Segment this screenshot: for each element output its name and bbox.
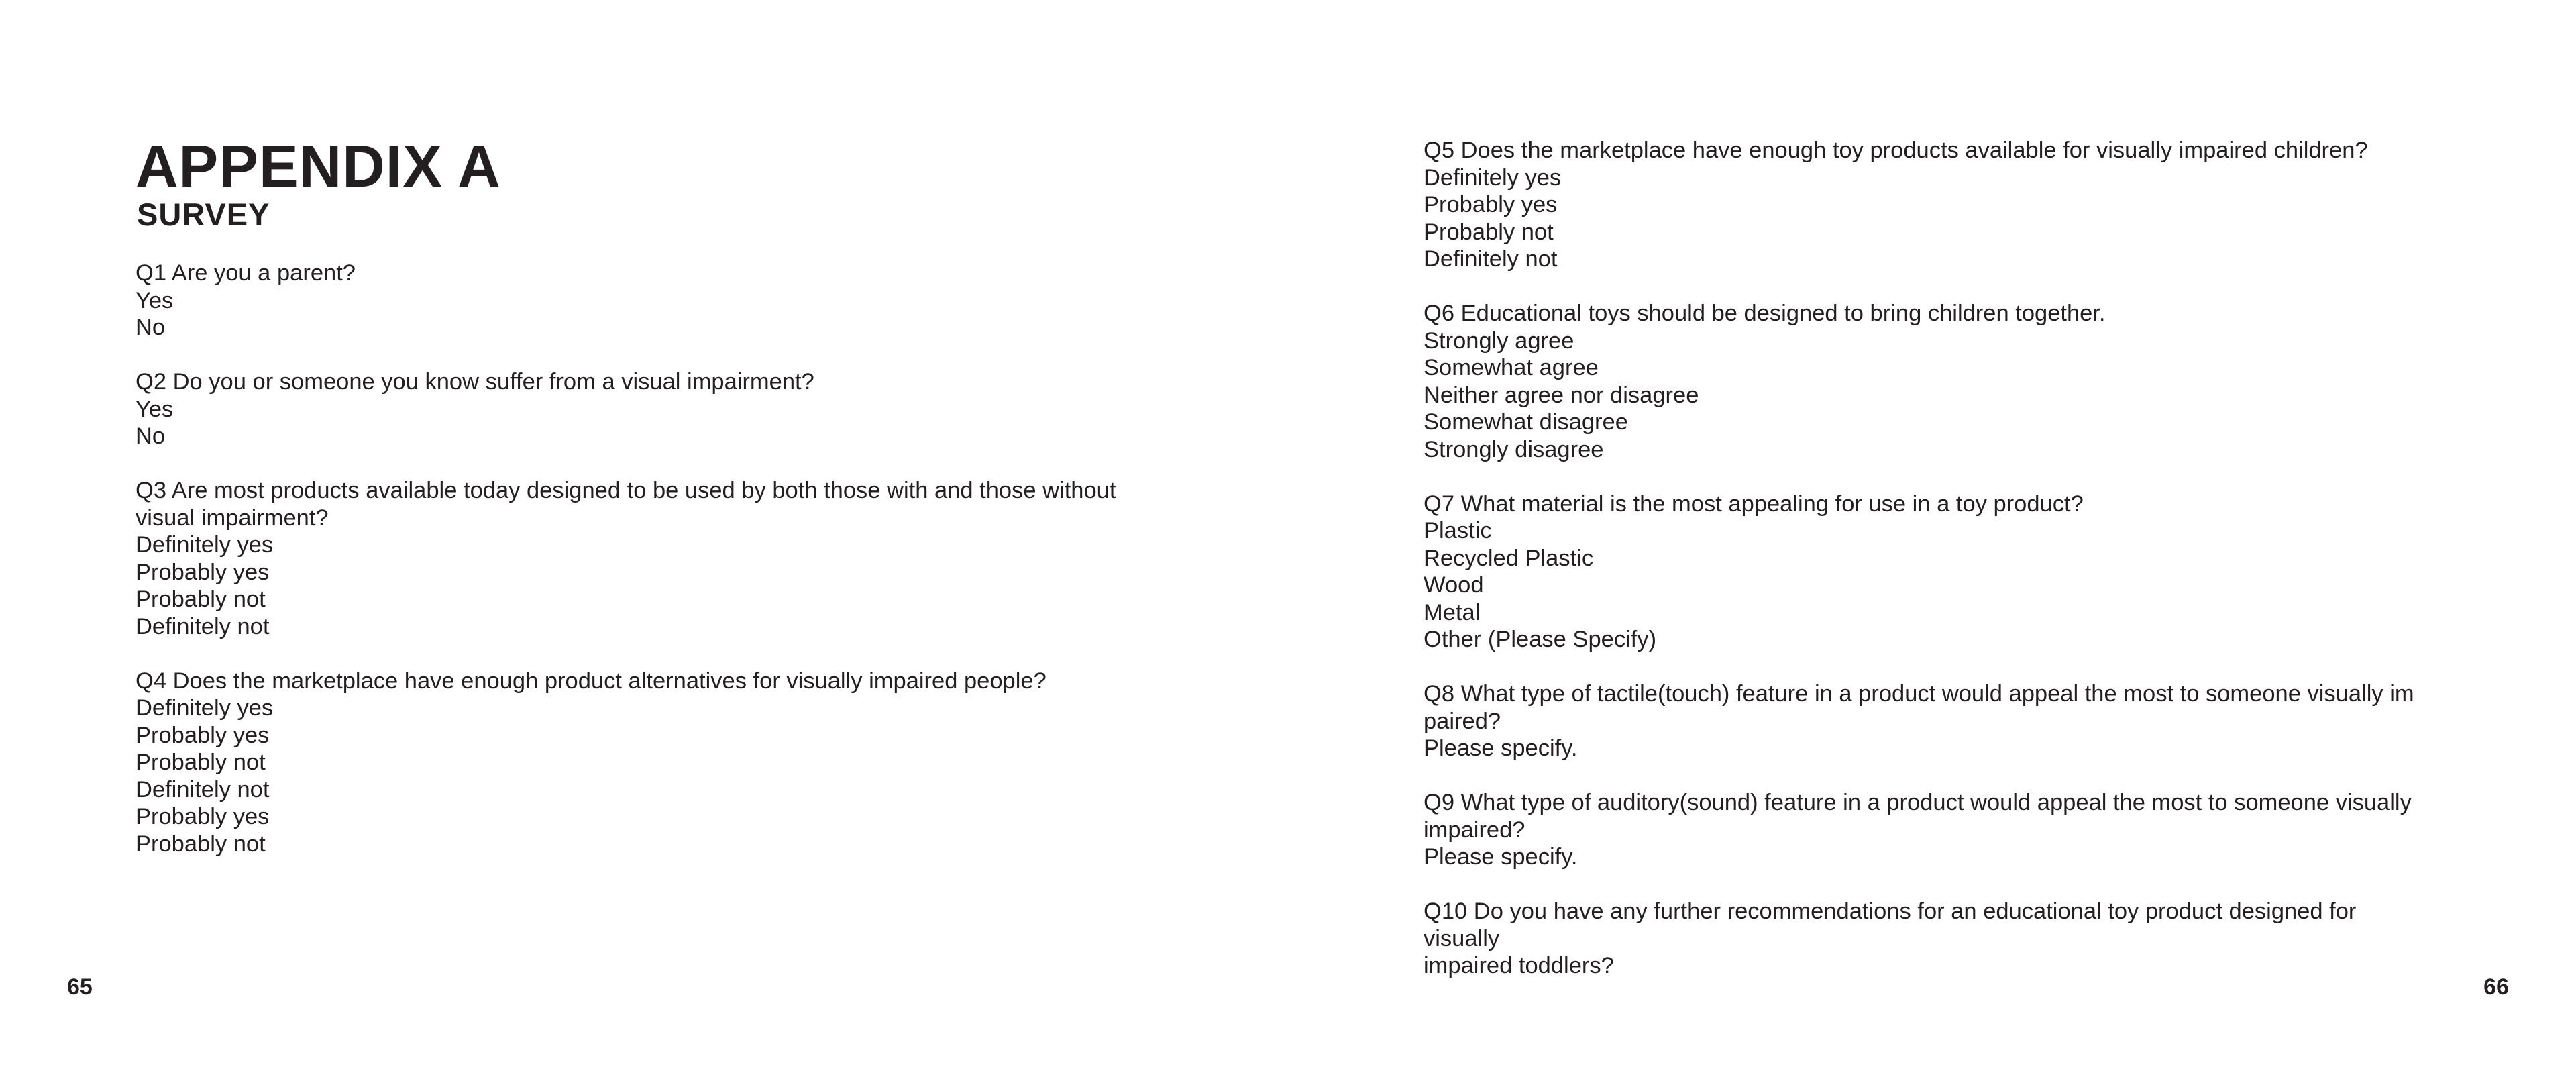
question-text: Q5 Does the marketplace have enough toy products available for visually impaired children?: [1424, 138, 2368, 163]
question-text-line: paired?: [1424, 708, 1501, 734]
question-text-line: Q3 Are most products available today designed to be used by both those with and those without: [136, 478, 1116, 503]
answer-option: No: [136, 315, 166, 340]
answer-option: Somewhat disagree: [1424, 409, 1628, 435]
answer-options: [136, 396, 1142, 450]
answer-option: Yes: [136, 287, 174, 313]
question-q3: [136, 477, 1142, 640]
answer-options: [1424, 327, 2430, 464]
answer-option: Strongly disagree: [1424, 436, 1604, 462]
right-question-column: [1424, 137, 2430, 1006]
appendix-title: APPENDIX A: [136, 133, 501, 199]
answer-option: Probably yes: [136, 559, 270, 585]
question-text-line: visual impairment?: [136, 505, 329, 531]
page-number: 65: [67, 974, 93, 1000]
answer-option: Definitely yes: [136, 532, 274, 558]
answer-option: Definitely not: [136, 776, 270, 803]
question-q8: [1424, 680, 2430, 762]
answer-option: Probably yes: [1424, 192, 1558, 217]
survey-subtitle: SURVEY: [137, 197, 270, 232]
question-text-line: impaired?: [1424, 817, 1525, 843]
answer-options: [1424, 164, 2430, 273]
question-q4: [136, 668, 1142, 858]
question-q2: [136, 368, 1142, 450]
answer-options: [1424, 517, 2430, 654]
question-text-line: Q10 Do you have any further recommendations for an educational toy product designed for visually: [1424, 898, 2357, 951]
question-q5: [1424, 137, 2430, 273]
answer-option: Neither agree nor disagree: [1424, 382, 1699, 408]
answer-option: No: [136, 423, 166, 449]
answer-option: Definitely yes: [1424, 164, 1562, 191]
answer-option: Plastic: [1424, 518, 1492, 544]
answer-option: Other (Please Specify): [1424, 627, 1657, 652]
answer-option: Probably yes: [136, 804, 270, 829]
answer-options: [136, 694, 1142, 858]
answer-option: Definitely not: [1424, 246, 1558, 272]
answer-option: Somewhat agree: [1424, 355, 1599, 380]
question-text: Q6 Educational toys should be designed to bring children together.: [1424, 301, 2106, 326]
question-text: Q7 What material is the most appealing for use in a toy product?: [1424, 490, 2084, 517]
question-text-line: impaired toddlers?: [1424, 953, 1614, 978]
right-page: [1288, 0, 2576, 1085]
answer-option: Probably not: [136, 831, 266, 857]
question-q7: [1424, 490, 2430, 654]
left-question-column: [136, 260, 1142, 885]
question-q1: [136, 260, 1142, 342]
answer-option: Probably not: [1424, 219, 1554, 245]
question-q6: [1424, 300, 2430, 463]
answer-option: Yes: [136, 396, 174, 422]
answer-option: Definitely not: [136, 613, 270, 639]
answer-option: Metal: [1424, 599, 1481, 625]
answer-option: Strongly agree: [1424, 327, 1574, 354]
question-text: Q1 Are you a parent?: [136, 260, 356, 286]
answer-options: [136, 287, 1142, 342]
answer-option: Definitely yes: [136, 695, 274, 721]
question-text: Q4 Does the marketplace have enough product alternatives for visually impaired people?: [136, 668, 1046, 694]
answer-option: Probably not: [136, 586, 266, 612]
page-number: 66: [2483, 974, 2509, 1000]
question-q10: [1424, 898, 2430, 980]
answer-options: [1424, 735, 2430, 762]
question-text: Q2 Do you or someone you know suffer from a visual impairment?: [136, 369, 814, 395]
answer-option: Recycled Plastic: [1424, 545, 1594, 571]
answer-options: [136, 531, 1142, 640]
answer-option: Probably not: [136, 750, 266, 775]
answer-option: Please specify.: [1424, 844, 1578, 870]
answer-option: Wood: [1424, 572, 1484, 598]
answer-options: [1424, 843, 2430, 871]
answer-option: Probably yes: [136, 722, 270, 748]
answer-option: Please specify.: [1424, 735, 1578, 761]
question-q9: [1424, 789, 2430, 871]
question-text-line: Q8 What type of tactile(touch) feature in a product would appeal the most to someone visually im: [1424, 681, 2414, 707]
question-text-line: Q9 What type of auditory(sound) feature in a product would appeal the most to someone visually: [1424, 790, 2412, 815]
